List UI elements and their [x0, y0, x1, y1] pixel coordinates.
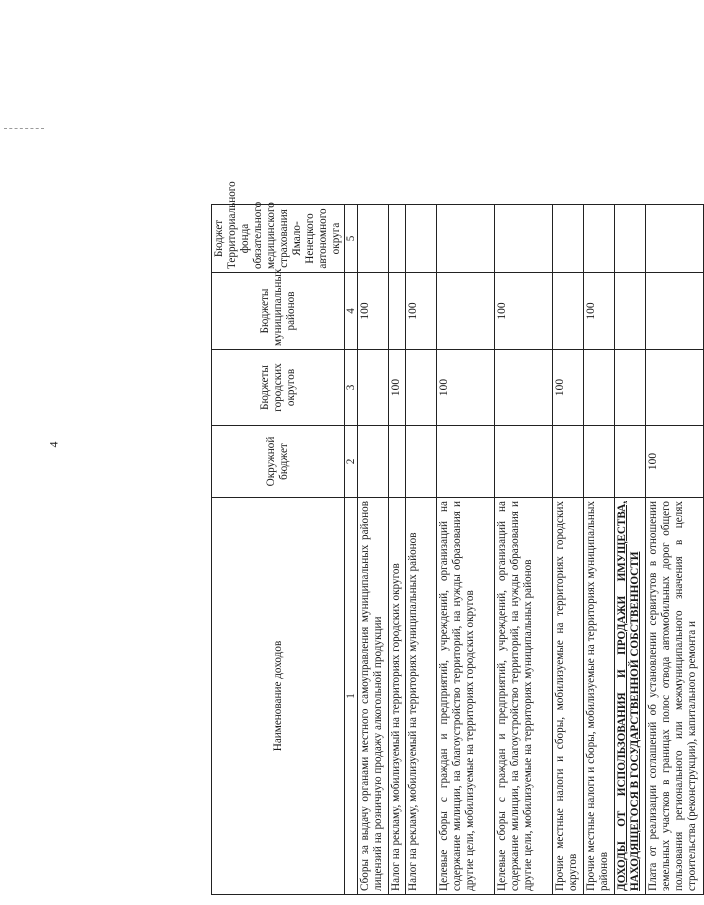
cell-okrug — [495, 426, 553, 498]
column-number: 5 — [345, 205, 358, 273]
cell-tfoms — [437, 205, 495, 273]
cell-gorod — [615, 350, 646, 426]
column-number: 2 — [345, 426, 358, 498]
revenue-table — [211, 181, 704, 895]
cell-mun: 100 — [495, 273, 553, 350]
cell-tfoms — [553, 205, 584, 273]
header-okrug: Окружной бюджет — [212, 426, 345, 498]
row-name: Прочие местные налоги и сборы, мобилизуемые на территориях городских округов — [553, 498, 584, 895]
cell-okrug — [615, 426, 646, 498]
cell-gorod — [646, 350, 704, 426]
cell-mun — [646, 273, 704, 350]
cell-okrug — [584, 426, 615, 498]
cell-gorod — [584, 350, 615, 426]
cell-okrug — [553, 426, 584, 498]
cell-okrug — [437, 426, 495, 498]
table-row — [615, 205, 646, 895]
table-row — [584, 205, 615, 895]
cell-mun — [389, 273, 406, 350]
cell-mun: 100 — [584, 273, 615, 350]
cell-okrug — [406, 426, 437, 498]
table-row — [437, 205, 495, 895]
column-number: 3 — [345, 350, 358, 426]
cell-tfoms — [406, 205, 437, 273]
header-tfoms: Бюджет Территориального фонда обязательного медицинского страхования Ямало-Ненецкого автономного округа — [212, 205, 345, 273]
row-name: Сборы за выдачу органами местного самоуправления муниципальных районов лицензий на розничную продажу алкогольной продукции — [358, 498, 389, 895]
cell-tfoms — [495, 205, 553, 273]
row-name: Прочие местные налоги и сборы, мобилизуемые на территориях муниципальных районов — [584, 498, 615, 895]
row-name: Плата от реализации соглашений об установлении сервитутов в отношении земельных участков в границах полос отвода автомобильных дорог общего пользования регионального или межмуниципального значения в целях строительства (реконструкции), капитального ремонта и — [646, 498, 704, 895]
table-row — [389, 205, 406, 895]
row-name: Целевые сборы с граждан и предприятий, учреждений, организаций на содержание милиции, на благоустройство территорий, на нужды образования и другие цели, мобилизуемые на территориях муниципальных районов — [495, 498, 553, 895]
cell-gorod: 100 — [389, 350, 406, 426]
cell-mun: 100 — [406, 273, 437, 350]
cell-okrug — [358, 426, 389, 498]
header-gorod: Бюджеты городских округов — [212, 350, 345, 426]
cell-tfoms — [358, 205, 389, 273]
cell-gorod: 100 — [553, 350, 584, 426]
column-number: 1 — [345, 498, 358, 895]
cell-gorod — [406, 350, 437, 426]
pen-mark — [4, 128, 44, 130]
cell-tfoms — [389, 205, 406, 273]
header-name: Наименование доходов — [212, 498, 345, 895]
table-row — [646, 205, 704, 895]
page-number: 4 — [46, 441, 61, 448]
cell-mun — [437, 273, 495, 350]
cell-mun: 100 — [358, 273, 389, 350]
cell-tfoms — [646, 205, 704, 273]
row-name: Целевые сборы с граждан и предприятий, учреждений, организаций на содержание милиции, на благоустройство территорий, на нужды образования и другие цели, мобилизуемые на территориях городских округов — [437, 498, 495, 895]
cell-tfoms — [584, 205, 615, 273]
cell-gorod — [495, 350, 553, 426]
cell-mun — [553, 273, 584, 350]
row-name: Налог на рекламу, мобилизуемый на территориях городских округов — [389, 498, 406, 895]
column-numbers-row — [345, 205, 358, 895]
cell-okrug — [389, 426, 406, 498]
header-mun: Бюджеты муниципальных районов — [212, 273, 345, 350]
table-row — [553, 205, 584, 895]
cell-okrug: 100 — [646, 426, 704, 498]
cell-tfoms — [615, 205, 646, 273]
table-row — [495, 205, 553, 895]
cell-gorod: 100 — [437, 350, 495, 426]
header-row — [212, 205, 345, 895]
row-name: Налог на рекламу, мобилизуемый на территориях муниципальных районов — [406, 498, 437, 895]
cell-mun — [615, 273, 646, 350]
section-heading: ДОХОДЫ ОТ ИСПОЛЬЗОВАНИЯ И ПРОДАЖИ ИМУЩЕСТВА, НАХОДЯЩЕГОСЯ В ГОСУДАРСТВЕННОЙ СОБСТВЕННОСТИ — [615, 498, 646, 895]
column-number: 4 — [345, 273, 358, 350]
rotated-table-wrapper — [211, 181, 698, 895]
table-row — [358, 205, 389, 895]
table-row — [406, 205, 437, 895]
cell-gorod — [358, 350, 389, 426]
